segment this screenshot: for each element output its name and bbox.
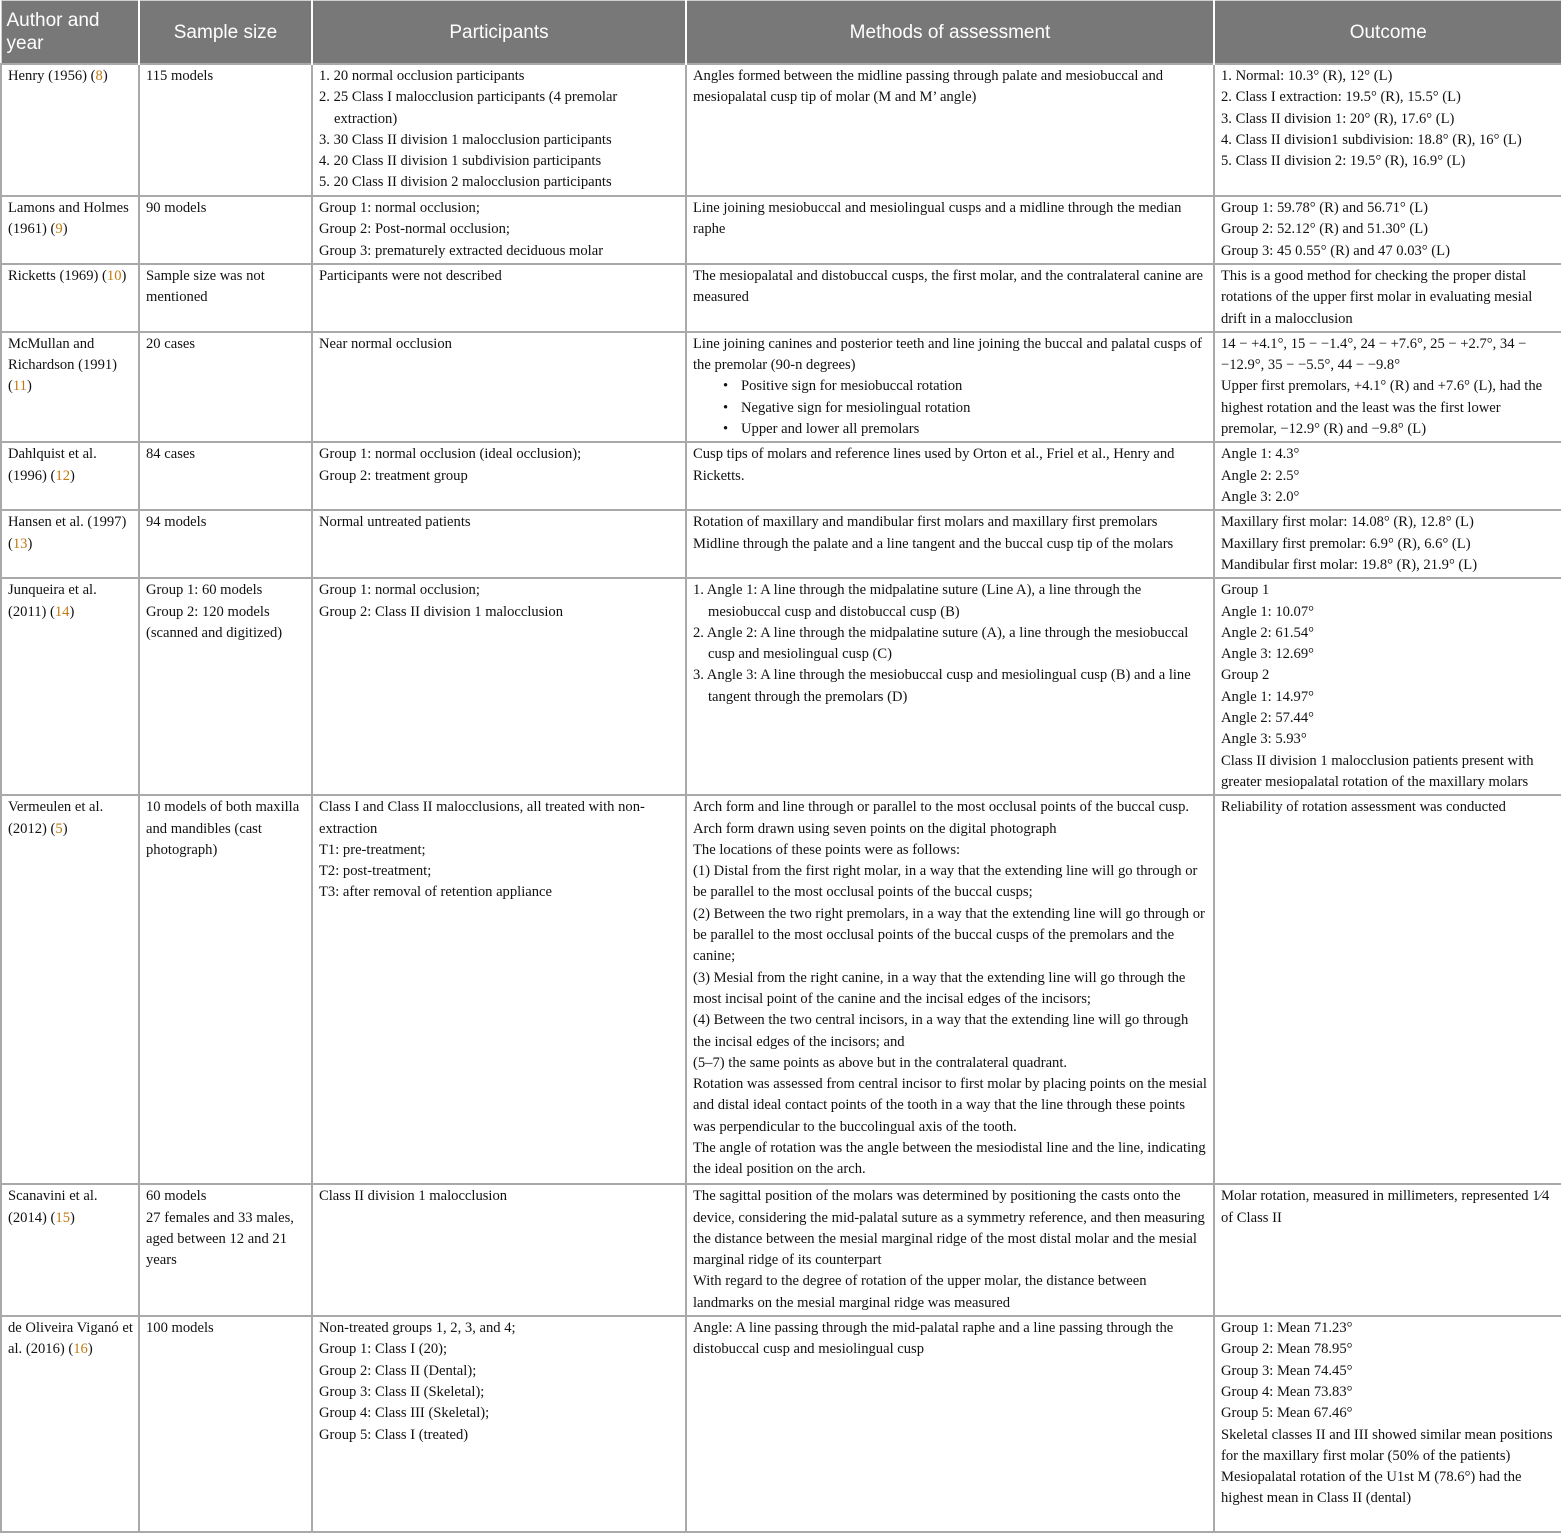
author-text: Junqueira et al. (2011) (: [8, 582, 97, 620]
methods-bullet-list: [693, 376, 1208, 440]
sample-size-cell: Sample size was not mentioned: [139, 264, 312, 332]
sample-size-cell: Group 1: 60 models Group 2: 120 models (scanned and digitized): [139, 578, 312, 795]
reference-link[interactable]: 14: [54, 603, 70, 620]
author-text-end: ): [62, 221, 68, 238]
table-row: [1, 1184, 1561, 1316]
outcome-cell: Angle 1: 4.3° Angle 2: 2.5° Angle 3: 2.0°: [1214, 442, 1561, 510]
author-cell: [1, 1316, 139, 1532]
methods-cell: Angle: A line passing through the mid-palatal raphe and a line passing through the distobuccal cusp and mesiolingual cusp: [686, 1316, 1214, 1532]
sample-size-cell: 100 models: [139, 1316, 312, 1532]
reference-link[interactable]: 9: [55, 221, 63, 238]
participants-item: 4. 20 Class II division 1 subdivision participants: [319, 153, 602, 170]
methods-cell: Line joining mesiobuccal and mesiolingual cusps and a midline through the median raphe: [686, 196, 1214, 264]
author-cell: [1, 510, 139, 578]
methods-item: 2. Angle 2: A line through the midpalatine suture (A), a line through the mesiobuccal cusp and mesiolingual cusp (C): [693, 624, 1189, 663]
outcome-cell: 14 − +4.1°, 15 − −1.4°, 24 − +7.6°, 25 − +2.7°, 34 − −12.9°, 35 − −5.5°, 44 − −9.8° Upper first premolars, +4.1° (R) and +7.6° (L), had the highest rotation and the least was the first lower premolar, −12.9° (R) and −9.8° (L): [1214, 332, 1561, 442]
participants-item: 3. 30 Class II division 1 malocclusion participants: [319, 131, 612, 148]
author-text: McMullan and Richardson (1991) (: [8, 335, 118, 395]
outcome-cell: Group 1: 59.78° (R) and 56.71° (L) Group 2: 52.12° (R) and 51.30° (L) Group 3: 45 0.55° (R) and 47 0.03° (L): [1214, 196, 1561, 264]
participants-cell: Group 1: normal occlusion; Group 2: Class II division 1 malocclusion: [312, 578, 686, 795]
column-header-author: Author and year: [1, 1, 139, 65]
participants-cell: Normal untreated patients: [312, 510, 686, 578]
methods-cell: Cusp tips of molars and reference lines used by Orton et al., Friel et al., Henry and Ricketts.: [686, 442, 1214, 510]
column-header-sample-size: Sample size: [139, 1, 312, 65]
list-item: • Negative sign for mesiolingual rotation: [741, 398, 1208, 419]
author-text: Dahlquist et al. (1996) (: [8, 446, 97, 484]
sample-size-cell: 115 models: [139, 64, 312, 196]
list-item: • Upper and lower all premolars: [741, 419, 1208, 440]
table-row: [1, 332, 1561, 442]
author-cell: [1, 64, 139, 196]
author-text: Hansen et al. (1997) (: [8, 514, 127, 552]
reference-link[interactable]: 5: [55, 820, 63, 837]
column-header-methods: Methods of assessment: [686, 1, 1214, 65]
outcome-cell: Reliability of rotation assessment was conducted: [1214, 795, 1561, 1184]
methods-cell: [686, 332, 1214, 442]
participants-cell: Participants were not described: [312, 264, 686, 332]
methods-cell: Angles formed between the midline passing through palate and mesiobuccal and mesiopalatal cusp tip of molar (M and M’ angle): [686, 64, 1214, 196]
header-row: [1, 1, 1561, 65]
author-cell: [1, 332, 139, 442]
reference-link[interactable]: 16: [73, 1341, 88, 1358]
table-row: [1, 264, 1561, 332]
author-text-end: ): [62, 820, 68, 837]
methods-item: 3. Angle 3: A line through the mesiobuccal cusp and mesiolingual cusp (B) and a line tangent through the premolars (D): [693, 667, 1191, 705]
author-text-end: ): [102, 68, 108, 84]
participants-item: 2. 25 Class I malocclusion participants (4 premolar extraction): [319, 89, 618, 127]
participants-cell: Non-treated groups 1, 2, 3, and 4; Group 1: Class I (20); Group 2: Class II (Dental); Group 3: Class II (Skeletal); Group 4: Class III (Skeletal); Group 5: Class I (treated): [312, 1316, 686, 1532]
author-text: Vermeulen et al. (2012) (: [8, 799, 104, 837]
methods-text: Line joining canines and posterior teeth and line joining the buccal and palatal cusps of the premolar (90-n degrees): [693, 335, 1203, 374]
participants-item: 1. 20 normal occlusion participants: [319, 68, 525, 84]
sample-size-cell: 84 cases: [139, 442, 312, 510]
outcome-cell: Group 1: Mean 71.23° Group 2: Mean 78.95° Group 3: Mean 74.45° Group 4: Mean 73.83° Group 5: Mean 67.46° Skeletal classes II and III showed similar mean positions for the maxillary first molar (50% of the patients) Mesiopalatal rotation of the U1st M (78.6°) had the highest mean in Class II (dental): [1214, 1316, 1561, 1532]
author-cell: [1, 1184, 139, 1316]
methods-cell: Rotation of maxillary and mandibular first molars and maxillary first premolars Midline through the palate and a line tangent and the buccal cusp tip of the molars: [686, 510, 1214, 578]
column-header-participants: Participants: [312, 1, 686, 65]
author-text: de Oliveira Viganó et al. (2016) (: [8, 1320, 133, 1358]
author-text-end: ): [69, 603, 75, 620]
reference-link[interactable]: 10: [106, 268, 122, 284]
sample-size-cell: 20 cases: [139, 332, 312, 442]
author-cell: [1, 264, 139, 332]
author-text-end: ): [87, 1341, 93, 1358]
author-cell: [1, 196, 139, 264]
table-row: [1, 510, 1561, 578]
methods-item: 1. Angle 1: A line through the midpalatine suture (Line A), a line through the mesiobuccal cusp and distobuccal cusp (B): [693, 582, 1142, 620]
outcome-cell: This is a good method for checking the proper distal rotations of the upper first molar in evaluating mesial drift in a malocclusion: [1214, 264, 1561, 332]
outcome-cell: Molar rotation, measured in millimeters, represented 1⁄4 of Class II: [1214, 1184, 1561, 1316]
author-text: Lamons and Holmes (1961) (: [8, 200, 129, 238]
participants-cell: [312, 64, 686, 196]
column-header-outcome: Outcome: [1214, 1, 1561, 65]
reference-link[interactable]: 15: [55, 1209, 71, 1226]
author-text-end: ): [121, 268, 127, 284]
participants-cell: Class II division 1 malocclusion: [312, 1184, 686, 1316]
table-row: [1, 1316, 1561, 1532]
author-text: Ricketts (1969) (: [8, 268, 107, 284]
participants-cell: Class I and Class II malocclusions, all treated with non-extraction T1: pre-treatment; T2: post-treatment; T3: after removal of retention appliance: [312, 795, 686, 1184]
sample-size-cell: 10 models of both maxilla and mandibles (cast photograph): [139, 795, 312, 1184]
author-cell: [1, 795, 139, 1184]
reference-link[interactable]: 12: [55, 467, 71, 484]
participants-cell: Group 1: normal occlusion (ideal occlusion); Group 2: treatment group: [312, 442, 686, 510]
author-text: Henry (1956) (: [8, 68, 96, 84]
participants-item: 5. 20 Class II division 2 malocclusion participants: [319, 174, 612, 191]
methods-cell: Arch form and line through or parallel to the most occlusal points of the buccal cusp. Arch form drawn using seven points on the digital photograph The locations of these points were as follows: (1) Distal from the first right molar, in a way that the extending line will go through or be parallel to the most occlusal points of the buccal cusps; (2) Between the two right premolars, in a way that the extending line will go through or be parallel to the most occlusal points of the buccal cusps of the premolars and the canine; (3) Mesial from the right canine, in a way that the extending line will go through the most incisal point of the canine and the incisal edges of the incisors; (4) Between the two central incisors, in a way that the extending line will go through the incisal edges of the incisors; and (5–7) the same points as above but in the contralateral quadrant. Rotation was assessed from central incisor to first molar by placing points on the mesial and distal ideal contact points of the tooth in a way that the line through these points was perpendicular to the buccolingual axis of the tooth. The angle of rotation was the angle between the mesiodistal line and the line, indicating the ideal position on the arch.: [686, 795, 1214, 1184]
table-row: [1, 795, 1561, 1184]
methods-cell: The sagittal position of the molars was determined by positioning the casts onto the device, considering the mid-palatal suture as a symmetry reference, and then measuring the distance between the mesial marginal ridge of the most distal molar and the mesial marginal ridge of its counterpart With regard to the degree of rotation of the upper molar, the distance between landmarks on the mesial marginal ridge was measured: [686, 1184, 1214, 1316]
reference-link[interactable]: 13: [12, 535, 28, 552]
author-text: Scanavini et al. (2014) (: [8, 1188, 98, 1226]
author-cell: [1, 578, 139, 795]
author-text-end: ): [70, 467, 75, 484]
outcome-cell: Group 1 Angle 1: 10.07° Angle 2: 61.54° Angle 3: 12.69° Group 2 Angle 1: 14.97° Angle 2: 57.44° Angle 3: 5.93° Class II division 1 malocclusion patients present with greater mesiopalatal rotation of the maxillary molars: [1214, 578, 1561, 795]
participants-cell: Group 1: normal occlusion; Group 2: Post-normal occlusion; Group 3: prematurely extracted deciduous molar: [312, 196, 686, 264]
table-row: [1, 442, 1561, 510]
author-text-end: ): [70, 1209, 75, 1226]
table-row: [1, 578, 1561, 795]
sample-size-cell: 60 models 27 females and 33 males, aged between 12 and 21 years: [139, 1184, 312, 1316]
sample-size-cell: 94 models: [139, 510, 312, 578]
reference-link[interactable]: 8: [95, 68, 103, 84]
outcome-cell: 1. Normal: 10.3° (R), 12° (L) 2. Class I extraction: 19.5° (R), 15.5° (L) 3. Class II division 1: 20° (R), 17.6° (L) 4. Class II division1 subdivision: 18.8° (R), 16° (L) 5. Class II division 2: 19.5° (R), 16.9° (L): [1214, 64, 1561, 196]
methods-cell: The mesiopalatal and distobuccal cusps, the first molar, and the contralateral canine are measured: [686, 264, 1214, 332]
list-item: • Positive sign for mesiobuccal rotation: [741, 376, 1208, 397]
outcome-cell: Maxillary first molar: 14.08° (R), 12.8° (L) Maxillary first premolar: 6.9° (R), 6.6° (L) Mandibular first molar: 19.8° (R), 21.9° (L): [1214, 510, 1561, 578]
sample-size-cell: 90 models: [139, 196, 312, 264]
author-text-end: ): [27, 535, 33, 552]
methods-cell: [686, 578, 1214, 795]
table-row: [1, 196, 1561, 264]
table-row: [1, 64, 1561, 196]
participants-cell: Near normal occlusion: [312, 332, 686, 442]
author-cell: [1, 442, 139, 510]
author-text-end: ): [26, 378, 32, 395]
reference-link[interactable]: 11: [12, 378, 27, 395]
